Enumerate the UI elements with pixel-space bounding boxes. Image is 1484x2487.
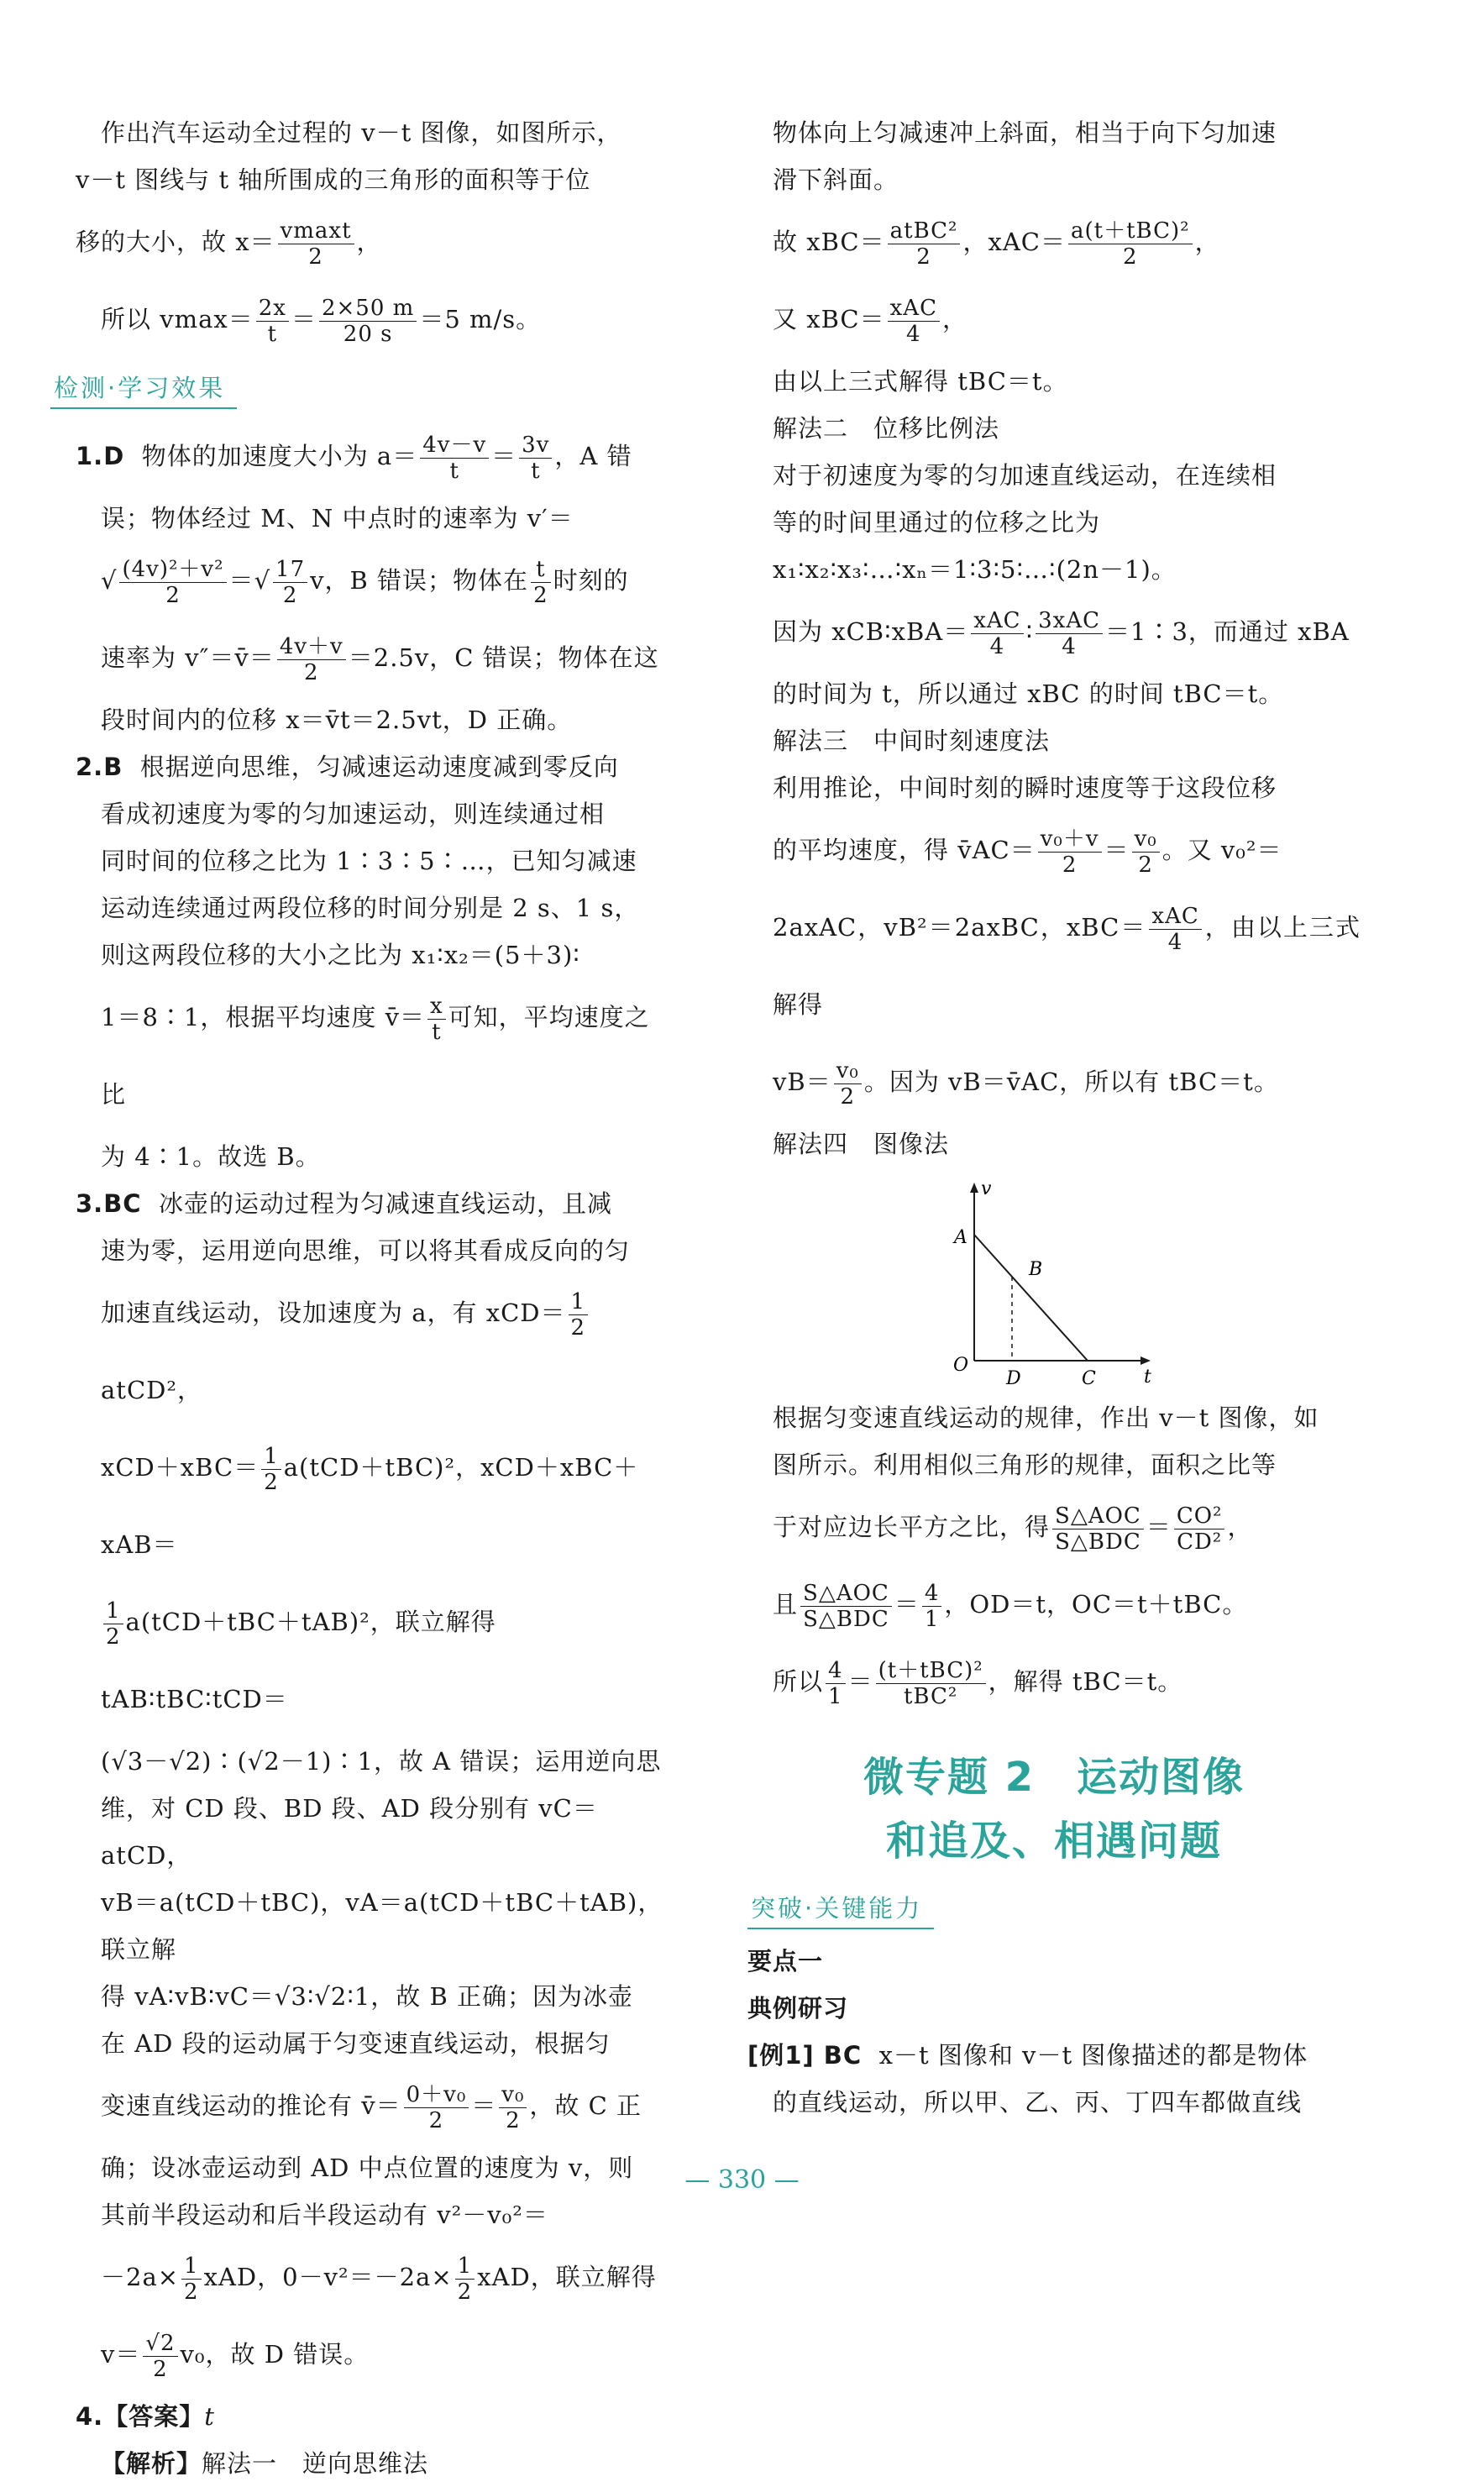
fraction: $\frac{\text{(t＋tBC)²}}{\text{tBC²}}$ bbox=[876, 1658, 986, 1709]
fraction: $\frac{2\times 50 m}{20 s}$ bbox=[319, 296, 417, 347]
fraction: $\frac{\text{a(t＋tBC)²}}{2}$ bbox=[1068, 218, 1193, 270]
fraction: $\frac{vmaxt}{2}$ bbox=[278, 218, 354, 270]
fraction: $\frac{4v-v}{t}$ bbox=[420, 433, 489, 484]
fraction: $\frac{2x}{t}$ bbox=[256, 296, 289, 347]
text-line: 又 xBC＝ $\frac{\text{xAC}}{4}$ ， bbox=[773, 295, 967, 347]
label-o: O bbox=[953, 1355, 969, 1376]
text-line: 作出汽车运动全过程的 v－t 图像，如图所示， bbox=[101, 118, 622, 147]
text-line: 且 $\frac{\text{S△AOC}}{\text{S△BDC}}$ ＝ $\frac{4}{1}$ ，OD＝t，OC＝t＋tBC。 bbox=[773, 1580, 1248, 1632]
label-c: C bbox=[1082, 1368, 1096, 1386]
fraction: $\frac{4}{1}$ bbox=[826, 1658, 846, 1709]
example-line: 的直线运动，所以甲、乙、丙、丁四车都做直线 bbox=[773, 2088, 1303, 2117]
left-column bbox=[54, 109, 663, 2487]
method-title: 解法四 图像法 bbox=[773, 1130, 950, 1158]
t-axis-arrow bbox=[1141, 1356, 1151, 1365]
example-line: [例1] BC x－t 图像和 v－t 图像描述的都是物体 bbox=[747, 2041, 1308, 2070]
answer-item-3: 3.BC 冰壶的运动过程为匀减速直线运动，且减 速为零，运用逆向思维，可以将其看成反向的匀 加速直线运动，设加速度为 a，有 xCD＝ $\frac{1}{2}$ atCD²， xCD＋xBC＝ $\frac{1}{2}$ a(tCD＋tBC)²，xCD＋xBC＋xAB＝ $\frac{1}{2}$ a(tCD＋tBC＋tAB)²，联立解得 tAB∶tBC∶tCD＝ (√3－√2)∶(√2－1)∶1，故 A 错误；运用逆向思 维，对 CD 段、BD 段、AD 段分别有 vC＝atCD， vB＝a(tCD＋tBC)，vA＝a(tCD＋tBC＋tAB)，联立解 得 vA∶vB∶vC＝√3∶√2∶1，故 B 正确；因为冰壶 在 AD 段的运动属于匀变速直线运动，根据匀 变速直线运动的推论有 v̄＝ $\frac{\text{0＋v₀}}{2}$ ＝ $\frac{\text{v₀}}{2}$ ，故 C 正 确；设冰壶运动到 AD 中点位置的速度为 v，则 其前半段运动和后半段运动有 v²－v₀²＝ －2a× $\frac{1}{2}$ xAD，0－v²＝－2a× $\frac{1}{2}$ xAD，联立解得 v＝ $\frac{√2}{2}$ v₀，故 D 错误。 bbox=[76, 1189, 663, 2382]
text-line: 等的时间里通过的位移之比为 bbox=[773, 508, 1101, 537]
fraction: $\frac{\text{v₀}}{2}$ bbox=[834, 1058, 862, 1110]
fraction: $\frac{\text{xAC}}{4}$ bbox=[1149, 904, 1201, 955]
fraction: $\frac{\text{xAC}}{4}$ bbox=[971, 608, 1023, 659]
fraction: $\frac{\text{S△AOC}}{\text{S△BDC}}$ bbox=[1052, 1503, 1144, 1555]
text-line: 滑下斜面。 bbox=[773, 165, 899, 194]
section-heading: 突破·关键能力 bbox=[747, 1890, 934, 1929]
method-title: 解法二 位移比例法 bbox=[773, 414, 1000, 443]
answer-item-1: 1.D 物体的加速度大小为 a＝ $\frac{4v-v}{t}$ ＝ $\frac{3v}{t}$ ，A 错 误；物体经过 M、N 中点时的速率为 v′＝ √ $\frac{\text{(4v)²＋v²}}{2}$ ＝√ $\frac{17}{2}$ v，B 错误；物体在 $\frac{t}{2}$ 时刻的 速率为 v″＝v̄＝ $\frac{4v+v}{2}$ ＝2.5v，C 错误；物体在这 段时间内的位移 x＝v̄t＝2.5vt，D 正确。 bbox=[76, 432, 659, 734]
text-line: 故 xBC＝ $\frac{\text{atBC²}}{2}$ ，xAC＝ $\frac{\text{a(t＋tBC)²}}{2}$ ， bbox=[773, 218, 1220, 270]
method-title: 解法三 中间时刻速度法 bbox=[773, 727, 1051, 755]
fraction: $\frac{1}{2}$ bbox=[455, 2254, 475, 2305]
fraction: $\frac{1}{2}$ bbox=[261, 1444, 281, 1495]
answer-item-2: 2.B 根据逆向思维，匀减速运动速度减到零反向 看成初速度为零的匀加速运动，则连续通过相 同时间的位移之比为 1∶3∶5∶…，已知匀减速 运动连续通过两段位移的时间分别是 2 s、1 s， 则这两段位移的大小之比为 x₁∶x₂＝(5＋3)∶ 1＝8∶1，根据平均速度 v̄＝ $\frac{x}{t}$ 可知，平均速度之比 为 4∶1。故选 B。 bbox=[76, 753, 650, 1171]
velocity-line bbox=[974, 1235, 1088, 1361]
label-v: v bbox=[981, 1178, 992, 1199]
text-line: 所以 $\frac{4}{1}$ ＝ $\frac{\text{(t＋tBC)²}}{\text{tBC²}}$ ，解得 tBC＝t。 bbox=[773, 1657, 1183, 1709]
text-line: v－t 图线与 t 轴所围成的三角形的面积等于位 bbox=[76, 165, 591, 194]
fraction: $\frac{4}{1}$ bbox=[922, 1581, 942, 1632]
text-line: 的时间为 t，所以通过 xBC 的时间 tBC＝t。 bbox=[773, 679, 1284, 708]
fraction: $\frac{\text{(4v)²＋v²}}{2}$ bbox=[119, 557, 226, 608]
point-heading: 要点一 bbox=[747, 1947, 824, 1975]
answer-item-4: 4.【答案】t 【解析】解法一 逆向思维法 bbox=[76, 2402, 429, 2478]
study-heading: 典例研习 bbox=[747, 1994, 849, 2023]
topic-title-line-1: 微专题 2 运动图像 bbox=[863, 1754, 1245, 1801]
text-line: 移的大小，故 x＝ $\frac{vmaxt}{2}$ ， bbox=[76, 218, 382, 270]
fraction: $\frac{\text{v₀}}{2}$ bbox=[1132, 826, 1160, 878]
fraction: $\frac{1}{2}$ bbox=[103, 1598, 123, 1650]
fraction: $\frac{\text{xAC}}{4}$ bbox=[888, 296, 940, 347]
text-line: 根据匀变速直线运动的规律，作出 v－t 图像，如 bbox=[773, 1404, 1319, 1432]
topic-title-line-2: 和追及、相遇问题 bbox=[885, 1818, 1222, 1865]
text-line: x₁∶x₂∶x₃∶…∶xₙ＝1∶3∶5∶…∶(2n－1)。 bbox=[773, 555, 1177, 584]
text-line: 由以上三式解得 tBC＝t。 bbox=[773, 367, 1068, 396]
topic-title bbox=[747, 1745, 1361, 1873]
fraction: $\frac{1}{2}$ bbox=[181, 2254, 202, 2305]
label-d: D bbox=[1006, 1368, 1021, 1386]
text-line: 对于初速度为零的匀加速直线运动，在连续相 bbox=[773, 461, 1277, 490]
fraction: $\frac{\text{3xAC}}{4}$ bbox=[1036, 608, 1103, 659]
label-b: B bbox=[1029, 1259, 1043, 1280]
section-heading: 检测·学习效果 bbox=[50, 370, 237, 409]
text-line: 2axAC，vB²＝2axBC，xBC＝ $\frac{\text{xAC}}{4}$ ，由以上三式解得 bbox=[773, 903, 1361, 1019]
text-line: 因为 xCB∶xBA＝ $\frac{\text{xAC}}{4}$ ∶ $\frac{\text{3xAC}}{4}$ ＝1∶3，而通过 xBA bbox=[773, 607, 1350, 659]
fraction: $\frac{t}{2}$ bbox=[531, 557, 551, 608]
text-line: 利用推论，中间时刻的瞬时速度等于这段位移 bbox=[773, 774, 1277, 802]
fraction: $\frac{17}{2}$ bbox=[273, 557, 307, 608]
fraction: $\frac{√2}{2}$ bbox=[143, 2331, 177, 2382]
fraction: $\frac{\text{S△AOC}}{\text{S△BDC}}$ bbox=[800, 1581, 892, 1632]
fraction: $\frac{x}{t}$ bbox=[427, 994, 446, 1045]
label-a: A bbox=[954, 1227, 967, 1248]
fraction: $\frac{\text{0＋v₀}}{2}$ bbox=[404, 2082, 469, 2133]
fraction: $\frac{3v}{t}$ bbox=[519, 433, 552, 484]
v-axis-arrow bbox=[970, 1183, 978, 1193]
text-line: 的平均速度，得 v̄AC＝ $\frac{\text{v₀＋v}}{2}$ ＝ $\frac{\text{v₀}}{2}$ 。又 v₀²＝ bbox=[773, 826, 1282, 878]
fraction: $\frac{4v+v}{2}$ bbox=[277, 634, 346, 685]
text-line: 图所示。利用相似三角形的规律，面积之比等 bbox=[773, 1451, 1277, 1479]
vt-graph bbox=[924, 1176, 1176, 1386]
page-number: — 330 — bbox=[684, 2165, 800, 2195]
text-line: 于对应边长平方之比，得 $\frac{\text{S△AOC}}{\text{S△BDC}}$ ＝ $\frac{\text{CO²}}{\text{CD²}}$ ， bbox=[773, 1503, 1253, 1555]
text-line: vB＝ $\frac{\text{v₀}}{2}$ 。因为 vB＝v̄AC，所以有 tBC＝t。 bbox=[773, 1057, 1279, 1110]
right-column bbox=[747, 109, 1361, 2126]
fraction: $\frac{1}{2}$ bbox=[569, 1289, 589, 1341]
fraction: $\frac{\text{v₀＋v}}{2}$ bbox=[1038, 826, 1102, 878]
text-line: 物体向上匀减速冲上斜面，相当于向下匀加速 bbox=[773, 118, 1277, 147]
fraction: $\frac{\text{v₀}}{2}$ bbox=[499, 2082, 527, 2133]
label-t: t bbox=[1144, 1367, 1151, 1386]
fraction: $\frac{\text{CO²}}{\text{CD²}}$ bbox=[1174, 1503, 1225, 1555]
fraction: $\frac{\text{atBC²}}{2}$ bbox=[888, 218, 961, 270]
text-line: 所以 vmax＝ $\frac{2x}{t}$ ＝ $\frac{2\times 50 m}{20 s}$ ＝5 m/s。 bbox=[101, 295, 542, 347]
